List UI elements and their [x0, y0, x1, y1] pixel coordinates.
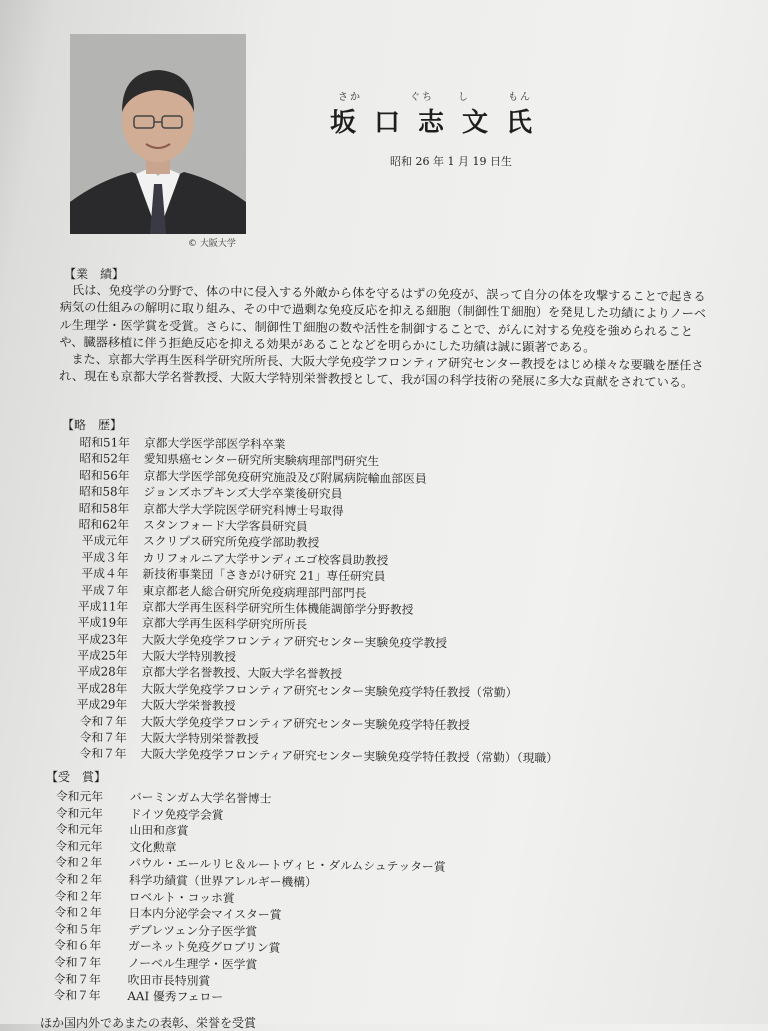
award-year: 令和７年 — [53, 971, 101, 987]
award-text: バーミンガム大学名誉博士 — [129, 790, 272, 806]
award-year: 令和２年 — [54, 872, 103, 887]
ruby-saka: さか — [338, 92, 362, 103]
portrait-photo — [70, 34, 246, 234]
career-text: 大阪大学栄誉教授 — [141, 698, 236, 714]
career-text: 京都大学再生医科学研究所所長 — [141, 616, 308, 632]
career-text: 京都大学大学院医学研究科博士号取得 — [143, 501, 344, 518]
career-year: 平成７年 — [81, 582, 129, 598]
career-text: 東京都老人総合研究所免疫病理部門部門長 — [142, 583, 367, 600]
career-year: 令和７年 — [79, 713, 128, 729]
award-year: 令和元年 — [55, 805, 103, 821]
career-year: 平成元年 — [81, 533, 129, 549]
career-text: 京都大学医学部医学科卒業 — [143, 435, 286, 452]
achievements-text — [59, 282, 710, 393]
award-year: 令和２年 — [54, 905, 102, 920]
awards-trailing-note: ほか国内外であまたの表彰、栄誉を受賞 — [40, 1016, 257, 1030]
name-block — [330, 88, 590, 139]
portrait-illustration — [70, 34, 246, 234]
career-heading: 【略 歴】 — [62, 418, 123, 432]
award-text: 山田和彦賞 — [129, 823, 189, 838]
career-year: 昭和58年 — [78, 484, 130, 499]
career-year: 平成３年 — [81, 549, 129, 565]
award-text: 吹田市長特別賞 — [127, 972, 211, 988]
career-text: ジョンズホプキンズ大学卒業後研究員 — [143, 485, 343, 502]
career-year: 令和７年 — [79, 746, 127, 762]
award-text: ドイツ免疫学会賞 — [129, 806, 224, 822]
award-text: ノーベル生理学・医学賞 — [127, 955, 258, 972]
award-text: ガーネット免疫グロブリン賞 — [127, 939, 281, 956]
award-year: 令和６年 — [53, 938, 102, 954]
award-year: 令和７年 — [53, 988, 101, 1003]
career-list — [57, 434, 562, 767]
birth-date: 昭和 26 年 1 月 19 日生 — [390, 155, 512, 168]
award-text: パウル・エールリヒ＆ルートヴィヒ・ダルムシュテッター賞 — [128, 856, 446, 875]
career-year: 平成28年 — [76, 681, 128, 696]
career-year: 平成28年 — [77, 664, 128, 680]
award-year: 令和７年 — [53, 955, 102, 970]
awards-heading: 【受 賞】 — [46, 770, 107, 784]
ruby-guchi: ぐち — [410, 92, 434, 103]
career-text: 大阪大学特別栄誉教授 — [140, 730, 259, 747]
achievements-heading: 【業 績】 — [64, 267, 125, 281]
career-text: 京都大学再生医科学研究所生体機能調節学分野教授 — [142, 599, 414, 617]
career-text: 大阪大学免疫学フロンティア研究センター実験免疫学特任教授（常勤） — [141, 681, 518, 700]
award-year: 令和元年 — [55, 789, 104, 804]
career-year: 平成29年 — [76, 697, 128, 712]
career-year: 平成19年 — [77, 615, 129, 631]
photo-credit: © 大阪大学 — [188, 239, 236, 249]
award-year: 令和元年 — [55, 838, 103, 854]
award-text: 日本内分泌学会マイスター賞 — [128, 906, 282, 923]
career-text: 京都大学医学部免疫研究施設及び附属病院輸血部医員 — [143, 468, 427, 486]
career-year: 昭和58年 — [78, 500, 130, 516]
name-ruby — [330, 88, 590, 102]
achievements-paragraph-1: 氏は、免疫学の分野で、体の中に侵入する外敵から体を守るはずの免疫が、誤って自分の体を攻撃することで起きる病気の仕組みの解明に取り組み、その中で過剰な免疫反応を抑える細胞（制御性Ｔ細胞）を発見した功績によりノーベル生理学・医学賞を受賞。さらに、制御性Ｔ細胞の数や活性を制御することで、がんに対する免疫を強められることや、臓器移植に伴う拒絶反応を抑える効果があることなどを明らかにした功績は誠に顕著である。 — [59, 283, 707, 355]
career-text: 大阪大学免疫学フロンティア研究センター実験免疫学教授 — [141, 632, 448, 650]
career-text: 大阪大学免疫学フロンティア研究センター実験免疫学特任教授 — [140, 714, 470, 732]
award-text: ロベルト・コッホ賞 — [128, 889, 235, 905]
career-text: 大阪大学免疫学フロンティア研究センター実験免疫学特任教授（常勤）（現職） — [140, 747, 559, 766]
person-name: 坂口志文氏 — [330, 108, 551, 138]
award-text: 文化勲章 — [129, 839, 177, 855]
career-year: 平成４年 — [81, 566, 129, 581]
career-text: 京都大学名誉教授、大阪大学名誉教授 — [141, 665, 343, 682]
ruby-shi: し — [458, 92, 470, 103]
career-year: 平成23年 — [77, 631, 128, 647]
awards-list — [45, 788, 446, 1009]
career-text: カリフォルニア大学サンディエゴ校客員助教授 — [142, 550, 389, 568]
career-text: スタンフォード大学客員研究員 — [142, 517, 308, 534]
award-text: デブレツェン分子医学賞 — [128, 922, 258, 939]
career-year: 昭和52年 — [79, 451, 130, 467]
career-year: 昭和51年 — [79, 435, 130, 450]
award-text: AAI 優秀フェロー — [127, 989, 224, 1005]
career-text: スクリプス研究所免疫学部助教授 — [142, 534, 320, 551]
career-year: 平成11年 — [77, 599, 129, 614]
career-year: 平成25年 — [77, 648, 128, 663]
career-year: 昭和62年 — [78, 517, 130, 532]
award-year: 令和２年 — [54, 888, 102, 904]
career-year: 令和７年 — [79, 730, 127, 745]
ruby-mon: もん — [508, 92, 532, 103]
career-text: 大阪大学特別教授 — [141, 648, 237, 664]
career-text: 愛知県癌センター研究所実験病理部門研究生 — [143, 452, 380, 469]
award-row — [45, 987, 444, 1008]
achievements-paragraph-2: また、京都大学再生医科学研究所所長、大阪大学免疫学フロンティア研究センター教授をはじめ様々な要職を歴任され、現在も京都大学名誉教授、大阪大学特別栄誉教授として、我が国の科学技術の発展に多大な貢献をされている。 — [58, 352, 704, 391]
award-year: 令和元年 — [55, 822, 103, 837]
award-text: 科学功績賞（世界アレルギー機構） — [128, 872, 317, 890]
award-year: 令和５年 — [54, 921, 102, 937]
career-year: 昭和56年 — [79, 467, 130, 483]
award-year: 令和２年 — [55, 855, 103, 871]
career-text: 新技術事業団「さきがけ研究 21」専任研究員 — [142, 566, 386, 584]
